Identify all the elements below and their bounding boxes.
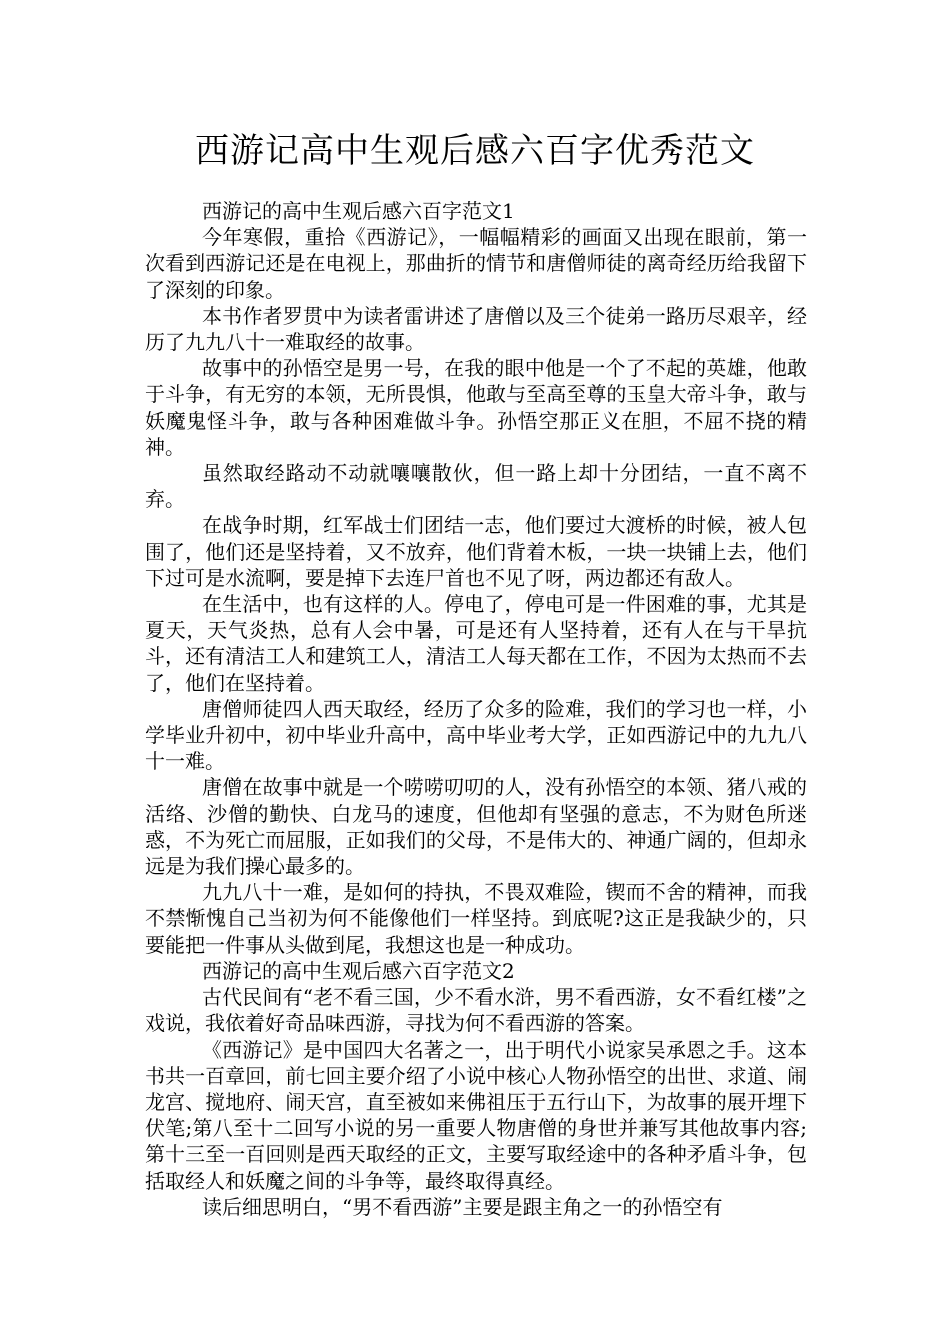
section-heading-1: 西游记的高中生观后感六百字范文1 [202, 199, 515, 223]
paragraph: 《西游记》是中国四大名著之一，出于明代小说家吴承恩之手。这本书共一百章回，前七回主要介绍了小说中核心人物孙悟空的出世、求道、闹龙宫、搅地府、闹天宫，直至被如来佛祖压于五行山下，为故事的展开埋下伏笔;第八至十二回写小说的另一重要人物唐僧的身世并兼写其他故事内容;第十三至一百回则是西天取经的正文，主要写取经途中的各种矛盾斗争，包括取经人和妖魔之间的斗争等，最终取得真经。 [145, 1037, 807, 1193]
paragraph: 唐僧在故事中就是一个唠唠叨叨的人，没有孙悟空的本领、猪八戒的活络、沙僧的勤快、白龙马的速度，但他却有坚强的意志，不为财色所迷惑，不为死亡而屈服，正如我们的父母，不是伟大的、神通广阔的，但却永远是为我们操心最多的。 [145, 775, 807, 879]
document-body [145, 198, 807, 1220]
document-title: 西游记高中生观后感六百字优秀范文 [195, 131, 755, 171]
paragraph: 故事中的孙悟空是男一号，在我的眼中他是一个了不起的英雄，他敢于斗争，有无穷的本领，无所畏惧，他敢与至高至尊的玉皇大帝斗争，敢与妖魔鬼怪斗争，敢与各种困难做斗争。孙悟空那正义在胆，不屈不挠的精神。 [145, 356, 807, 459]
paragraph: 唐僧师徒四人西天取经，经历了众多的险难，我们的学习也一样，小学毕业升初中，初中毕业升高中，高中毕业考大学，正如西游记中的九九八十一难。 [145, 696, 807, 774]
paragraph: 本书作者罗贯中为读者雷讲述了唐僧以及三个徒弟一路历尽艰辛，经历了九九八十一难取经的故事。 [145, 303, 807, 355]
paragraph: 在生活中，也有这样的人。停电了，停电可是一件困难的事，尤其是夏天，天气炎热，总有人会中暑，可是还有人坚持着，还有人在与干旱抗斗，还有清洁工人和建筑工人，清洁工人每天都在工作，不因为太热而不去了，他们在坚持着。 [145, 592, 807, 695]
paragraph: 今年寒假，重拾《西游记》，一幅幅精彩的画面又出现在眼前，第一次看到西游记还是在电视上，那曲折的情节和唐僧师徒的离奇经历给我留下了深刻的印象。 [145, 225, 807, 302]
paragraph: 在战争时期，红军战士们团结一志，他们要过大渡桥的时候，被人包围了，他们还是坚持着，又不放弃，他们背着木板，一块一块铺上去，他们下过可是水流啊，要是掉下去连尸首也不见了呀，两边都还有敌人。 [145, 513, 807, 590]
paragraph: 九九八十一难，是如何的持执，不畏双难险，锲而不舍的精神，而我不禁惭愧自己当初为何不能像他们一样坚持。到底呢?这正是我缺少的，只要能把一件事从头做到尾，我想这也是一种成功。 [145, 880, 807, 957]
paragraph: 古代民间有“老不看三国，少不看水浒，男不看西游，女不看红楼”之戏说，我依着好奇品味西游，寻找为何不看西游的答案。 [145, 985, 807, 1036]
section-heading-2: 西游记的高中生观后感六百字范文2 [202, 958, 515, 983]
paragraph: 虽然取经路动不动就嚷嚷散伙，但一路上却十分团结，一直不离不弃。 [145, 461, 807, 512]
paragraph: 读后细思明白，“男不看西游”主要是跟主角之一的孙悟空有 [202, 1194, 723, 1219]
